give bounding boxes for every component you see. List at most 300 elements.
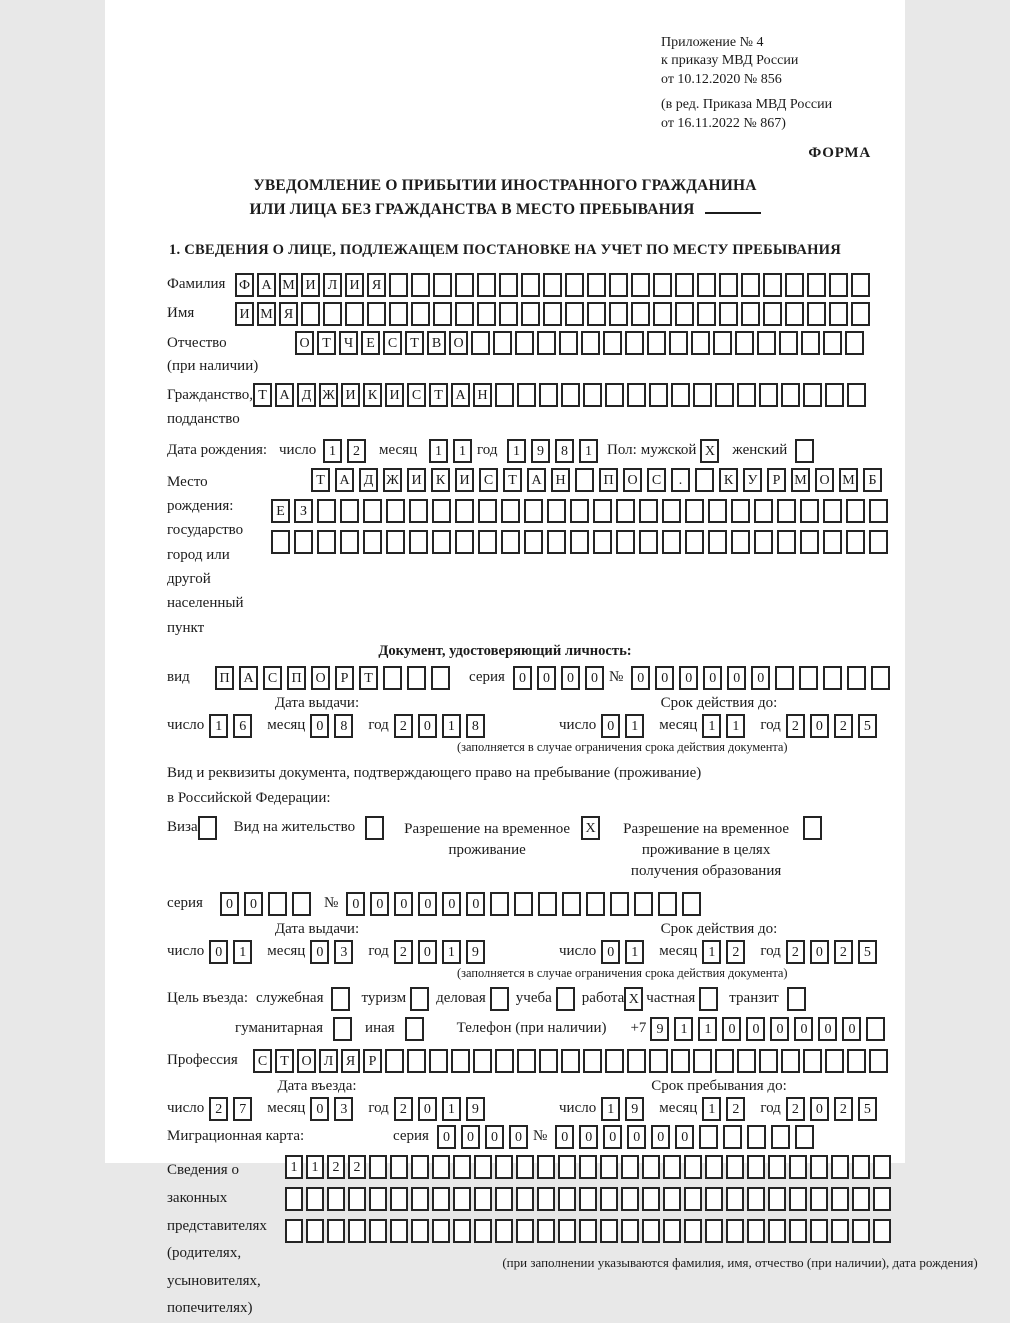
char-cell: С [263, 666, 282, 690]
char-cell: С [479, 468, 498, 492]
char-cell [741, 302, 760, 326]
char-cell: А [275, 383, 294, 407]
char-cell [605, 383, 624, 407]
char-cell: 2 [786, 714, 805, 738]
representatives-block [167, 1155, 978, 1323]
purpose-transit-checkbox[interactable] [787, 987, 809, 1011]
form-title-line1: УВЕДОМЛЕНИЕ О ПРИБЫТИИ ИНОСТРАННОГО ГРАЖДАНИНА [253, 177, 757, 195]
edu-residence-checkbox[interactable] [803, 816, 825, 840]
char-cell: 0 [810, 714, 829, 738]
stay-day-boxes[interactable] [601, 1097, 649, 1121]
char-cell: 0 [655, 666, 674, 690]
char-cell [407, 1049, 426, 1073]
doc-number-label: № [608, 668, 624, 685]
char-cell [803, 1049, 822, 1073]
char-cell [831, 1219, 849, 1243]
char-cell [559, 331, 578, 355]
char-cell [411, 1219, 429, 1243]
birth-year-boxes[interactable] [507, 439, 603, 463]
char-cell [663, 1155, 681, 1179]
char-cell [593, 499, 612, 523]
char-cell [695, 468, 714, 492]
char-cell: К [363, 383, 382, 407]
char-cell: 9 [531, 439, 550, 463]
char-cell [369, 1187, 387, 1211]
firstname-label: Имя [167, 304, 195, 321]
representatives-boxes-row2[interactable] [285, 1187, 894, 1211]
purpose-other-checkbox[interactable] [405, 1017, 427, 1041]
char-cell [317, 499, 336, 523]
char-cell [723, 1125, 742, 1149]
char-cell: Ф [235, 273, 254, 297]
char-cell [737, 383, 756, 407]
char-cell: 0 [346, 892, 365, 916]
char-cell [556, 987, 575, 1011]
char-cell [823, 530, 842, 554]
char-cell [741, 273, 760, 297]
char-cell [829, 302, 848, 326]
char-cell [691, 331, 710, 355]
char-cell [411, 1187, 429, 1211]
representatives-boxes-row1[interactable] [285, 1155, 894, 1179]
char-cell: М [839, 468, 858, 492]
char-cell: Я [341, 1049, 360, 1073]
stay-year-boxes[interactable] [786, 1097, 882, 1121]
char-cell [369, 1219, 387, 1243]
residence-number-boxes[interactable] [346, 892, 706, 916]
char-cell: 1 [442, 940, 461, 964]
char-cell: О [815, 468, 834, 492]
purpose-private-checkbox[interactable] [699, 987, 721, 1011]
char-cell [831, 1187, 849, 1211]
char-cell [768, 1155, 786, 1179]
issue-date-heading: Дата выдачи: [274, 694, 360, 711]
char-cell [873, 1155, 891, 1179]
char-cell [516, 1187, 534, 1211]
migration-series-boxes[interactable] [437, 1125, 533, 1149]
char-cell: И [301, 273, 320, 297]
char-cell: 0 [794, 1017, 813, 1041]
identity-issue-month-boxes[interactable] [310, 714, 358, 738]
residence-dates [167, 921, 905, 964]
char-cell: 1 [625, 714, 644, 738]
birthplace-boxes-row3[interactable] [271, 530, 892, 554]
birthplace-boxes-row2[interactable] [271, 499, 892, 523]
char-cell: 0 [466, 892, 485, 916]
purpose-tourism-checkbox[interactable] [410, 987, 432, 1011]
identity-valid-month-boxes[interactable] [702, 714, 750, 738]
purpose-official-checkbox[interactable] [331, 987, 353, 1011]
char-cell [285, 1219, 303, 1243]
char-cell: 1 [625, 940, 644, 964]
char-cell [517, 383, 536, 407]
char-cell [781, 383, 800, 407]
char-cell [331, 987, 350, 1011]
char-cell: 0 [418, 892, 437, 916]
char-cell [873, 1187, 891, 1211]
char-cell [682, 892, 701, 916]
visa-label: Виза [167, 819, 198, 836]
char-cell [306, 1187, 324, 1211]
migration-card-row [167, 1125, 905, 1149]
char-cell: К [719, 468, 738, 492]
char-cell [363, 530, 382, 554]
profession-boxes[interactable] [253, 1049, 891, 1073]
char-cell: 2 [834, 1097, 853, 1121]
char-cell [801, 331, 820, 355]
char-cell: 0 [418, 940, 437, 964]
char-cell: 0 [220, 892, 239, 916]
char-cell [495, 1187, 513, 1211]
char-cell [409, 499, 428, 523]
firstname-boxes[interactable] [235, 302, 873, 326]
char-cell [789, 1219, 807, 1243]
char-cell [713, 331, 732, 355]
char-cell [478, 530, 497, 554]
identity-issue-day-boxes[interactable] [209, 714, 257, 738]
char-cell [799, 666, 818, 690]
birth-month-boxes[interactable] [429, 439, 477, 463]
phone-label: Телефон (при наличии) [456, 1020, 607, 1037]
purpose-work-checkbox[interactable] [624, 987, 646, 1011]
residence-valid-heading: Срок действия до: [660, 921, 778, 938]
char-cell [365, 816, 384, 840]
char-cell [600, 1219, 618, 1243]
char-cell: Е [271, 499, 290, 523]
char-cell [649, 383, 668, 407]
representatives-boxes-row3[interactable] [285, 1219, 894, 1243]
char-cell [586, 892, 605, 916]
char-cell [779, 331, 798, 355]
char-cell: О [623, 468, 642, 492]
char-cell: 0 [601, 714, 620, 738]
char-cell [514, 892, 533, 916]
char-cell: . [671, 468, 690, 492]
char-cell [675, 302, 694, 326]
birthplace-rows [271, 468, 905, 640]
char-cell [411, 273, 430, 297]
residence-issue-year-boxes[interactable] [394, 940, 490, 964]
char-cell: З [294, 499, 313, 523]
char-cell: Р [767, 468, 786, 492]
char-cell [726, 1187, 744, 1211]
residence-series-boxes[interactable] [220, 892, 316, 916]
char-cell: С [407, 383, 426, 407]
char-cell [847, 383, 866, 407]
surname-row [167, 273, 905, 297]
char-cell: Б [863, 468, 882, 492]
sex-female-checkbox[interactable] [795, 439, 817, 463]
char-cell [539, 383, 558, 407]
char-cell: А [451, 383, 470, 407]
char-cell [787, 987, 806, 1011]
birth-day-boxes[interactable] [323, 439, 371, 463]
sex-male-checkbox[interactable] [700, 439, 722, 463]
char-cell: 0 [675, 1125, 694, 1149]
char-cell [411, 1155, 429, 1179]
citizenship-label: Гражданство, подданство [167, 387, 254, 427]
profession-row [167, 1049, 905, 1073]
char-cell: 0 [537, 666, 556, 690]
char-cell [708, 530, 727, 554]
residence-series-row [167, 892, 905, 916]
char-cell [327, 1219, 345, 1243]
char-cell [537, 1155, 555, 1179]
purpose-business-checkbox[interactable] [490, 987, 512, 1011]
section1-heading: 1. СВЕДЕНИЯ О ЛИЦЕ, ПОДЛЕЖАЩЕМ ПОСТАНОВКЕ НА УЧЕТ ПО МЕСТУ ПРЕБЫВАНИЯ [169, 241, 841, 258]
char-cell [807, 302, 826, 326]
char-cell: Л [323, 273, 342, 297]
char-cell [847, 666, 866, 690]
char-cell [757, 331, 776, 355]
char-cell [432, 1219, 450, 1243]
char-cell [451, 1049, 470, 1073]
char-cell [410, 987, 429, 1011]
char-cell [579, 1219, 597, 1243]
char-cell: 1 [285, 1155, 303, 1179]
char-cell: А [257, 273, 276, 297]
char-cell [432, 530, 451, 554]
char-cell [471, 331, 490, 355]
char-cell: 0 [310, 940, 329, 964]
temp-residence-checkbox[interactable] [581, 816, 603, 840]
doc-number-boxes[interactable] [631, 666, 895, 690]
char-cell [747, 1187, 765, 1211]
char-cell: Н [551, 468, 570, 492]
char-cell [490, 987, 509, 1011]
char-cell [562, 892, 581, 916]
char-cell [583, 383, 602, 407]
char-cell: 1 [702, 1097, 721, 1121]
char-cell [517, 1049, 536, 1073]
char-cell [851, 273, 870, 297]
char-cell [605, 1049, 624, 1073]
arrival-notification-form [105, 0, 978, 1317]
entry-year-boxes[interactable] [394, 1097, 490, 1121]
char-cell [516, 1155, 534, 1179]
char-cell: 1 [323, 439, 342, 463]
char-cell [323, 302, 342, 326]
char-cell [621, 1155, 639, 1179]
char-cell: П [215, 666, 234, 690]
char-cell [869, 530, 888, 554]
char-cell [777, 530, 796, 554]
identity-valid-year-boxes[interactable] [786, 714, 882, 738]
char-cell [699, 1125, 718, 1149]
char-cell [616, 530, 635, 554]
doc-type-boxes[interactable] [215, 666, 455, 690]
residence-permit-checkbox[interactable] [365, 816, 387, 840]
char-cell [407, 666, 426, 690]
char-cell: 8 [334, 714, 353, 738]
char-cell [625, 331, 644, 355]
char-cell [455, 499, 474, 523]
birthdate-label: Дата рождения: [167, 441, 268, 458]
char-cell [768, 1187, 786, 1211]
residence-valid-year-boxes[interactable] [786, 940, 882, 964]
char-cell [662, 530, 681, 554]
identity-doc-row [167, 666, 905, 690]
ref-line: от 10.12.2020 № 856 [661, 71, 782, 87]
char-cell [851, 302, 870, 326]
char-cell: Т [317, 331, 336, 355]
char-cell [715, 1049, 734, 1073]
char-cell [693, 383, 712, 407]
char-cell [587, 273, 606, 297]
citizenship-boxes[interactable] [253, 383, 869, 407]
char-cell: И [235, 302, 254, 326]
char-cell [735, 331, 754, 355]
residence-issue-month-boxes[interactable] [310, 940, 358, 964]
residence-valid-month-boxes[interactable] [702, 940, 750, 964]
char-cell [785, 302, 804, 326]
char-cell: М [279, 273, 298, 297]
char-cell [524, 499, 543, 523]
residence-issue-day-boxes[interactable] [209, 940, 257, 964]
char-cell [561, 1049, 580, 1073]
char-cell [455, 273, 474, 297]
char-cell: 0 [679, 666, 698, 690]
char-cell [600, 1187, 618, 1211]
char-cell [593, 530, 612, 554]
visa-checkbox[interactable] [198, 816, 220, 840]
char-cell [768, 1219, 786, 1243]
char-cell [663, 1219, 681, 1243]
char-cell [271, 530, 290, 554]
char-cell [823, 331, 842, 355]
char-cell: 7 [233, 1097, 252, 1121]
char-cell: 9 [650, 1017, 669, 1041]
char-cell [684, 1219, 702, 1243]
identity-dates [167, 695, 905, 738]
char-cell: 0 [418, 714, 437, 738]
entry-month-boxes[interactable] [310, 1097, 358, 1121]
identity-issue-year-boxes[interactable] [394, 714, 490, 738]
stay-month-boxes[interactable] [702, 1097, 750, 1121]
char-cell [537, 1219, 555, 1243]
char-cell: 1 [233, 940, 252, 964]
sex-female-label: женский [732, 441, 788, 458]
char-cell: 0 [310, 714, 329, 738]
char-cell [829, 273, 848, 297]
char-cell [754, 530, 773, 554]
char-cell [477, 302, 496, 326]
char-cell: 2 [394, 1097, 413, 1121]
char-cell [708, 499, 727, 523]
char-cell: 0 [579, 1125, 598, 1149]
char-cell [317, 530, 336, 554]
char-cell: 5 [858, 1097, 877, 1121]
char-cell: 9 [466, 1097, 485, 1121]
char-cell [538, 892, 557, 916]
entry-purpose-row2: гуманитарная иная Телефон (при наличии) +7 9 1 1 0 0 0 0 0 0 [235, 1017, 905, 1041]
temp-residence-option [401, 816, 603, 861]
surname-boxes[interactable] [235, 273, 873, 297]
char-cell [501, 530, 520, 554]
doc-type-label: вид [167, 668, 190, 685]
char-cell [846, 530, 865, 554]
char-cell [490, 892, 509, 916]
char-cell [763, 273, 782, 297]
residence-issue-group: Дата выдачи: число 0 1 месяц 0 3 год 2 0 1 9 [167, 921, 559, 964]
purpose-humanitarian-checkbox[interactable] [333, 1017, 355, 1041]
char-cell: К [431, 468, 450, 492]
char-cell [583, 1049, 602, 1073]
residence-number-label: № [324, 895, 339, 912]
year-label: год [477, 441, 498, 458]
char-cell [737, 1049, 756, 1073]
char-cell [348, 1187, 366, 1211]
phone-number-boxes[interactable] [650, 1017, 890, 1041]
migration-number-boxes[interactable] [555, 1125, 819, 1149]
char-cell [731, 499, 750, 523]
char-cell: 0 [818, 1017, 837, 1041]
char-cell [198, 816, 217, 840]
char-cell [627, 383, 646, 407]
char-cell: 9 [466, 940, 485, 964]
char-cell: А [335, 468, 354, 492]
title-blank-line [705, 200, 761, 214]
char-cell: 0 [513, 666, 532, 690]
char-cell: 8 [555, 439, 574, 463]
char-cell: 0 [442, 892, 461, 916]
patronymic-boxes[interactable] [295, 331, 867, 355]
purpose-label: Цель въезда: [167, 990, 248, 1007]
char-cell [453, 1219, 471, 1243]
entry-day-boxes[interactable] [209, 1097, 257, 1121]
char-cell [543, 273, 562, 297]
char-cell: С [253, 1049, 272, 1073]
patronymic-label: Отчество (при наличии) [167, 334, 259, 375]
identity-valid-day-boxes[interactable] [601, 714, 649, 738]
entry-purpose-row: Цель въезда: служебная туризм деловая учеба работа X частная транзит [167, 987, 905, 1011]
char-cell [627, 1049, 646, 1073]
char-cell [333, 1017, 352, 1041]
char-cell [367, 302, 386, 326]
char-cell [345, 302, 364, 326]
char-cell: Т [275, 1049, 294, 1073]
char-cell: 2 [786, 1097, 805, 1121]
char-cell: 0 [585, 666, 604, 690]
day-label: число [279, 441, 317, 458]
char-cell: 2 [726, 1097, 745, 1121]
char-cell: 2 [834, 714, 853, 738]
char-cell [411, 302, 430, 326]
char-cell: 2 [327, 1155, 345, 1179]
char-cell [433, 273, 452, 297]
char-cell: И [455, 468, 474, 492]
char-cell: 0 [394, 892, 413, 916]
char-cell [810, 1155, 828, 1179]
char-cell: 5 [858, 940, 877, 964]
char-cell [639, 530, 658, 554]
char-cell: О [295, 331, 314, 355]
sex-male-label: мужской [640, 441, 697, 458]
residence-valid-day-boxes[interactable] [601, 940, 649, 964]
char-cell: Д [297, 383, 316, 407]
migration-series-label: серия [393, 1128, 429, 1145]
purpose-study-checkbox[interactable] [556, 987, 578, 1011]
birthplace-boxes-row1[interactable] [311, 468, 887, 492]
char-cell [631, 302, 650, 326]
doc-series-boxes[interactable] [513, 666, 609, 690]
char-cell [693, 1049, 712, 1073]
char-cell [340, 499, 359, 523]
char-cell [386, 499, 405, 523]
char-cell [616, 499, 635, 523]
char-cell [294, 530, 313, 554]
char-cell [587, 302, 606, 326]
